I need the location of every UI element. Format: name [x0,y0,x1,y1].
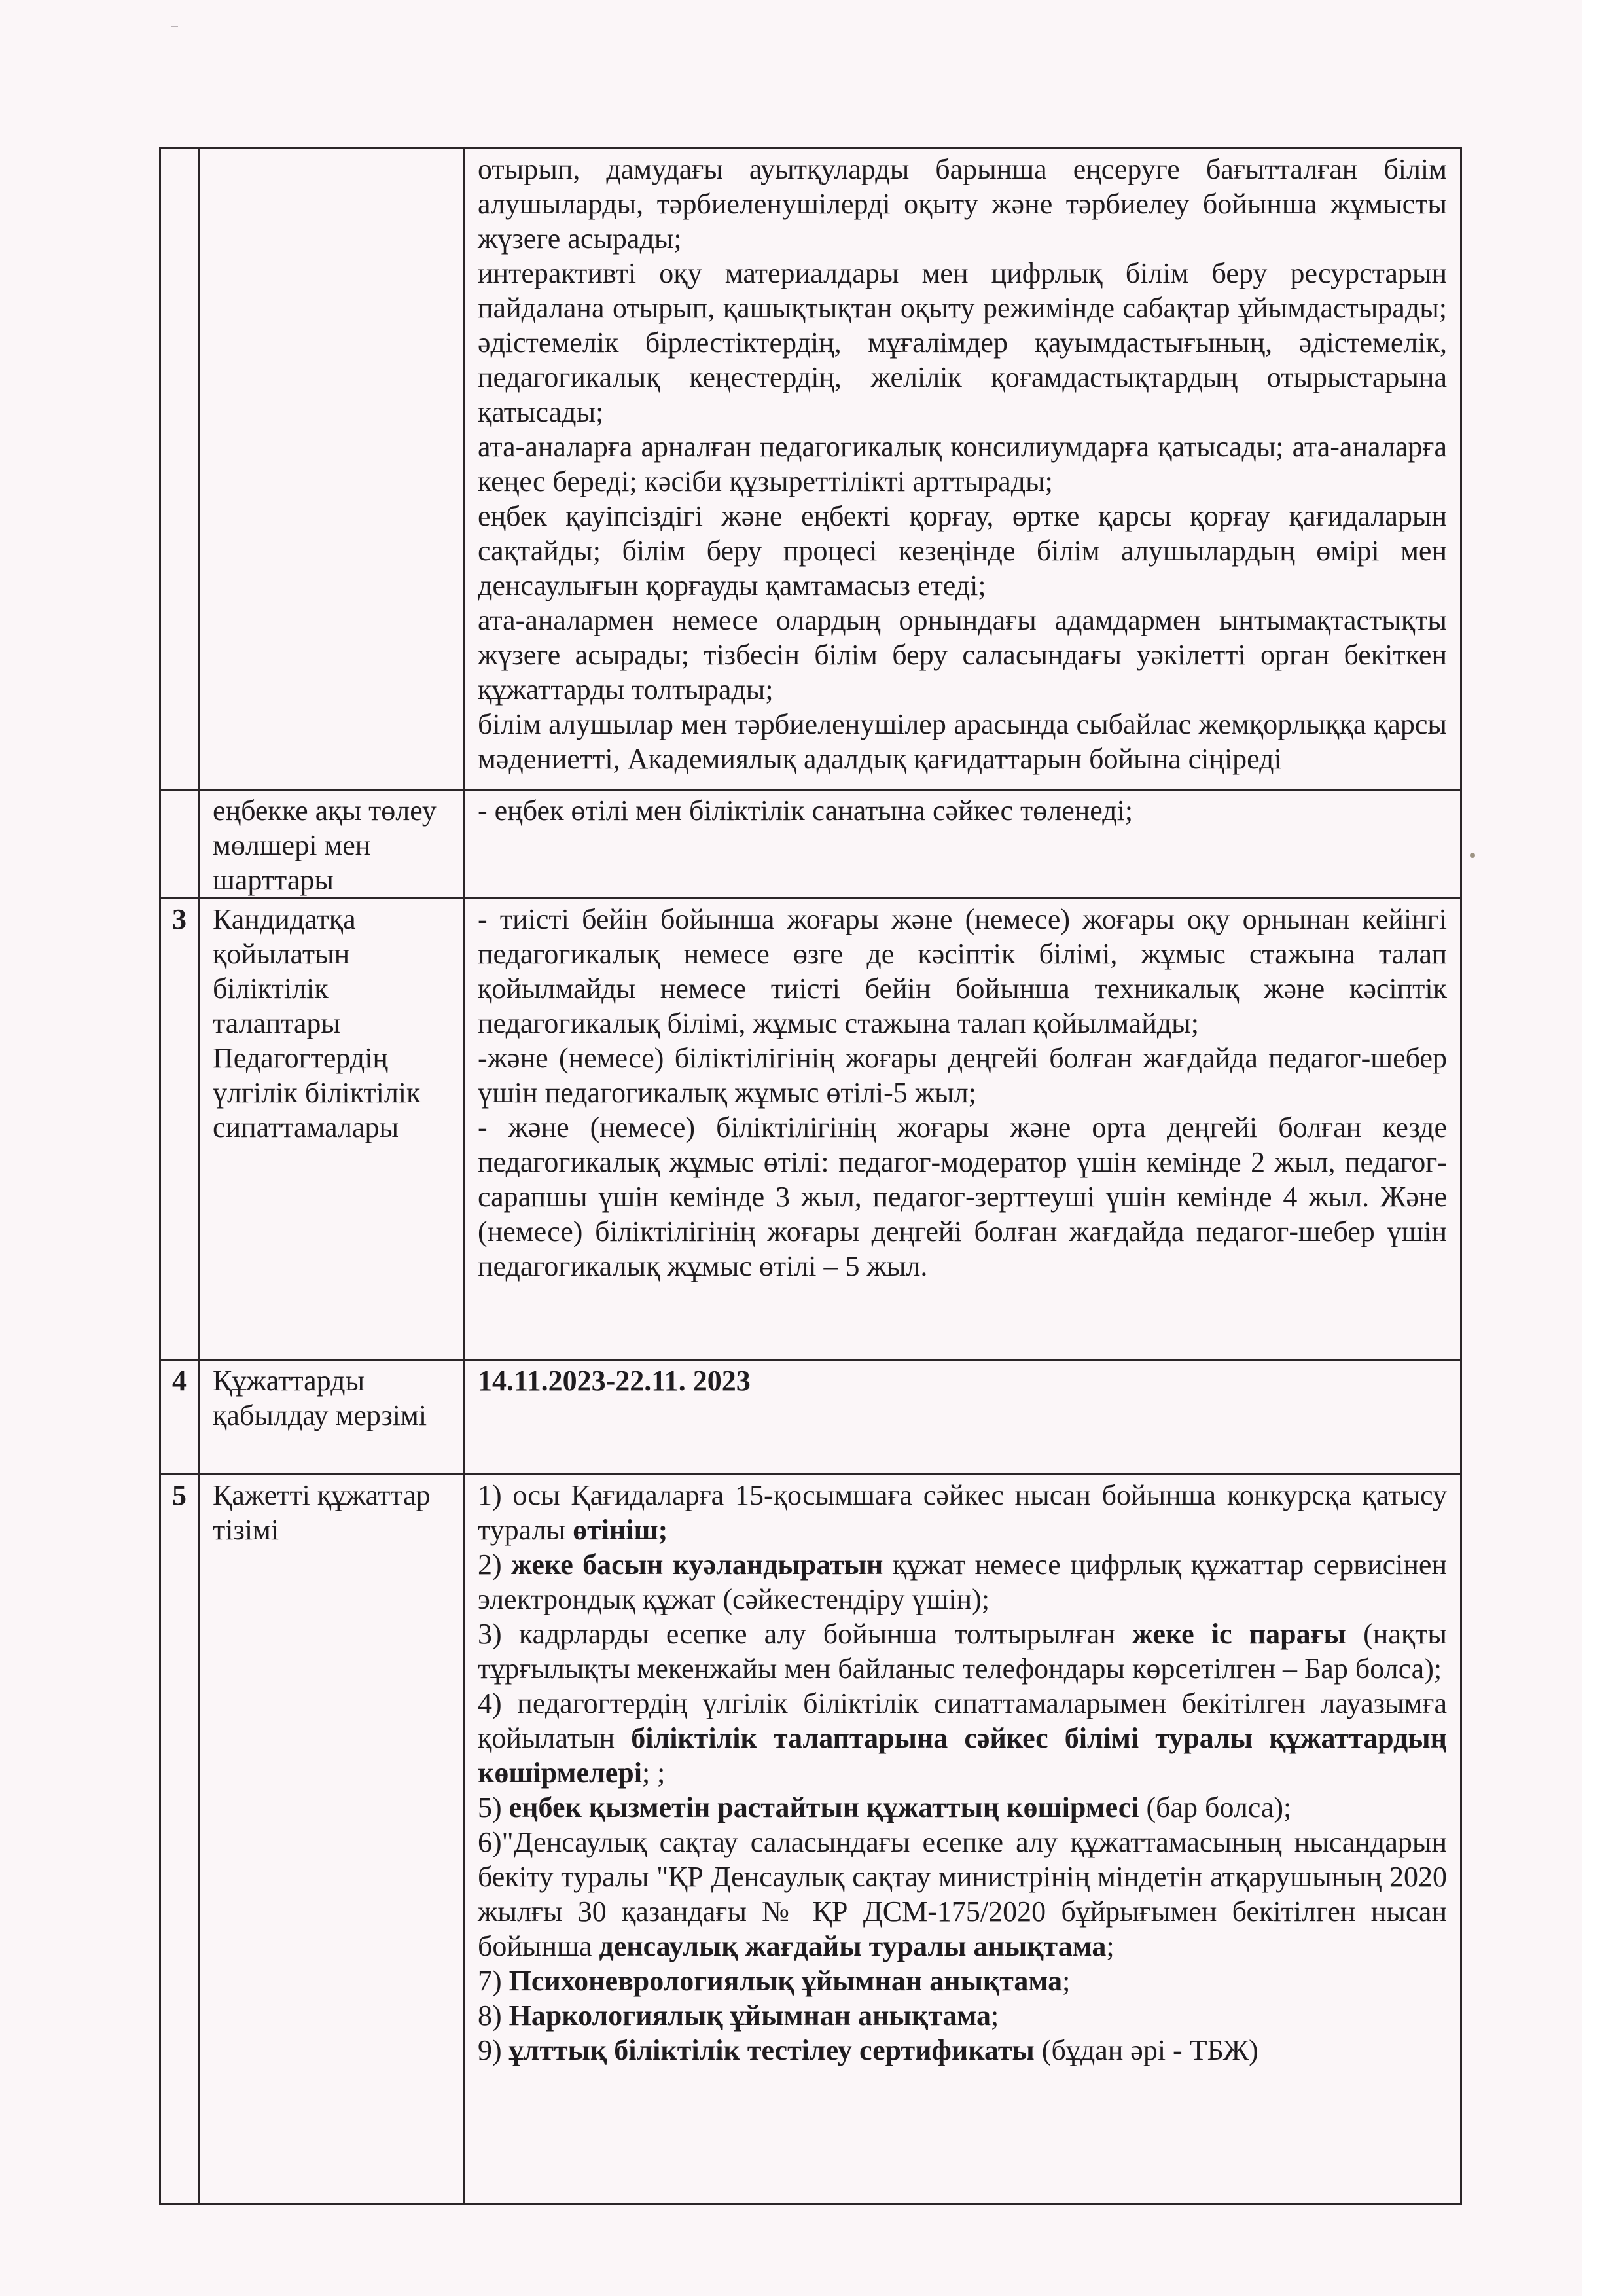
table-row-pay [160,790,1461,899]
item-text: құжат немесе цифрлық құжаттар сервисінен электрондық құжат (сәйкестендіру үшін); [478,1549,1447,1615]
row-content [464,1360,1461,1475]
item-text: 2) [478,1549,512,1581]
table-row-duties-continued [160,149,1461,790]
row-content [464,1475,1461,2204]
scan-mark [171,26,178,27]
item-text: (бұдан әрі - ТБЖ) [1034,2034,1258,2066]
table-row-documents [160,1475,1461,2204]
row-label: Кандидатқа қойылатын біліктілік талаптары Педагогтердің үлгілік біліктілік сипаттамалары [199,899,464,1360]
duty-paragraph: ата-аналарға арналған педагогикалық консилиумдарға қатысады; ата-аналарға кеңес береді; кәсіби құзыреттілікті арттырады; [478,431,1447,497]
scan-speck [1470,853,1475,858]
duty-paragraph: білім алушылар мен тәрбиеленушілер арасында сыбайлас жемқорлыққа қарсы мәдениетті, Академиялық адалдық қағидаттарын бойына сіңіреді [478,708,1447,775]
item-text: ; [1106,1930,1115,1962]
item-bold-text: біліктілік талаптарына сәйкес білімі туралы құжаттардың көшірмелері [478,1722,1447,1789]
date-range: 14.11.2023-22.11. 2023 [478,1365,751,1397]
item-text: (бар болса); [1139,1791,1292,1823]
document-item [478,2033,1447,2068]
requirement-paragraph: - және (немесе) біліктілігінің жоғары және орта деңгейі болған кезде педагогикалық жұмыс өтілі: педагог-модератор үшін кемінде 2 жыл, педагог-сарапшы үшін кемінде 3 жыл, педагог-зерттеуші үшін кемінде 4 жыл. Және (немесе) біліктілігінің жоғары деңгейі болған жағдайда педагог-шебер үшін педагогикалық жұмыс өтілі – 5 жыл. [478,1111,1447,1282]
document-item [478,1686,1447,1790]
row-number [160,149,199,790]
document-item [478,1790,1447,1825]
item-bold-text: жеке басын куәландыратын [511,1549,883,1581]
document-item [478,1478,1447,1547]
item-text: 1) осы Қағидаларға 15-қосымшаға сәйкес нысан бойынша конкурсқа қатысу туралы [478,1479,1447,1546]
item-bold-text: ұлттық біліктілік тестілеу сертификаты [508,2034,1035,2066]
item-text: 4) педагогтердің үлгілік біліктілік сипаттамаларымен бекітілген лауазымға қойылатын [478,1687,1447,1754]
row-label: еңбекке ақы төлеу мөлшері мен шарттары [199,790,464,899]
vacancy-table [159,147,1462,2205]
duty-paragraph: отырып, дамудағы ауытқуларды барынша еңсеруге бағытталған білім алушыларды, тәрбиеленушілерді оқыту және тәрбиелеу бойынша жұмысты жүзеге асырады; [478,153,1447,255]
pay-paragraph: - еңбек өтілі мен біліктілік санатына сәйкес төленеді; [478,795,1133,827]
document-item [478,1617,1447,1686]
row-label: Құжаттарды қабылдау мерзімі [199,1360,464,1475]
item-text: 8) [478,2000,509,2032]
row-content [464,149,1461,790]
row-label [199,149,464,790]
row-number: 3 [160,899,199,1360]
duty-paragraph: ата-аналармен немесе олардың орнындағы адамдармен ынтымақтастықты жүзеге асырады; тізбесін білім беру саласындағы уәкілетті орган бекіткен құжаттарды толтырады; [478,604,1447,706]
item-text: 3) кадрларды есепке алу бойынша толтырылған [478,1618,1132,1650]
document-item [478,1998,1447,2033]
document-item [478,1825,1447,1964]
item-bold-text: Наркологиялық ұйымнан анықтама [508,2000,991,2032]
row-content [464,790,1461,899]
duty-paragraph: интерактивті оқу материалдары мен цифрлық білім беру ресурстарын пайдалана отырып, қашықтықтан оқыту режимінде сабақтар ұйымдастырады; әдістемелік бірлестіктердің, мұғалімдер қауымдастығының, әдістемелік, педагогикалық кеңестердің, желілік қоғамдастықтардың отырыстарына қатысады; [478,257,1447,428]
item-bold-text: Психоневрологиялық ұйымнан анықтама [508,1965,1063,1997]
row-content [464,899,1461,1360]
document-item [478,1964,1447,1998]
requirement-paragraph: -және (немесе) біліктілігінің жоғары деңгейі болған жағдайда педагог-шебер үшін педагогикалық жұмыс өтілі-5 жыл; [478,1042,1447,1109]
row-number: 4 [160,1360,199,1475]
row-number: 5 [160,1475,199,2204]
requirement-paragraph: - тиісті бейін бойынша жоғары және (немесе) жоғары оқу орнынан кейінгі педагогикалық немесе өзге де кәсіптік білімі, жұмыс стажына талап қойылмайды немесе тиісті бейін бойынша техникалық және кәсіптік педагогикалық білімі, жұмыс стажына талап қойылмайды; [478,903,1447,1039]
table-row-deadline [160,1360,1461,1475]
item-text: 7) [478,1965,509,1997]
item-bold-text: өтініш; [573,1514,668,1546]
item-text: (нақты тұрғылықты мекенжайы мен байланыс телефондары көрсетілген – Бар болса); [478,1618,1447,1685]
item-bold-text: жеке іс парағы [1132,1618,1346,1650]
item-text: 6)"Денсаулық сақтау саласындағы есепке алу құжаттамасының нысандарын бекіту туралы "ҚР Денсаулық сақтау министрінің міндетін атқарушының 2020 жылғы 30 қазандағы № ҚР ДСМ-175/2020 бұйрығымен бекітілген нысан бойынша [478,1826,1447,1962]
item-text: ; ; [641,1757,666,1789]
item-bold-text: денсаулық жағдайы туралы анықтама [599,1930,1107,1962]
item-text: ; [991,2000,999,2032]
row-label: Қажетті құжаттар тізімі [199,1475,464,2204]
table-row-requirements [160,899,1461,1360]
duty-paragraph: еңбек қауіпсіздігі және еңбекті қорғау, өртке қарсы қорғау қағидаларын сақтайды; білім беру процесі кезеңінде білім алушылардың өмірі мен денсаулығын қорғауды қамтамасыз етеді; [478,500,1447,601]
item-bold-text: еңбек қызметін растайтын құжаттың көшірмесі [508,1791,1139,1823]
document-item [478,1547,1447,1617]
item-text: 9) [478,2034,509,2066]
item-text: 5) [478,1791,509,1823]
item-text: ; [1062,1965,1071,1997]
row-number [160,790,199,899]
